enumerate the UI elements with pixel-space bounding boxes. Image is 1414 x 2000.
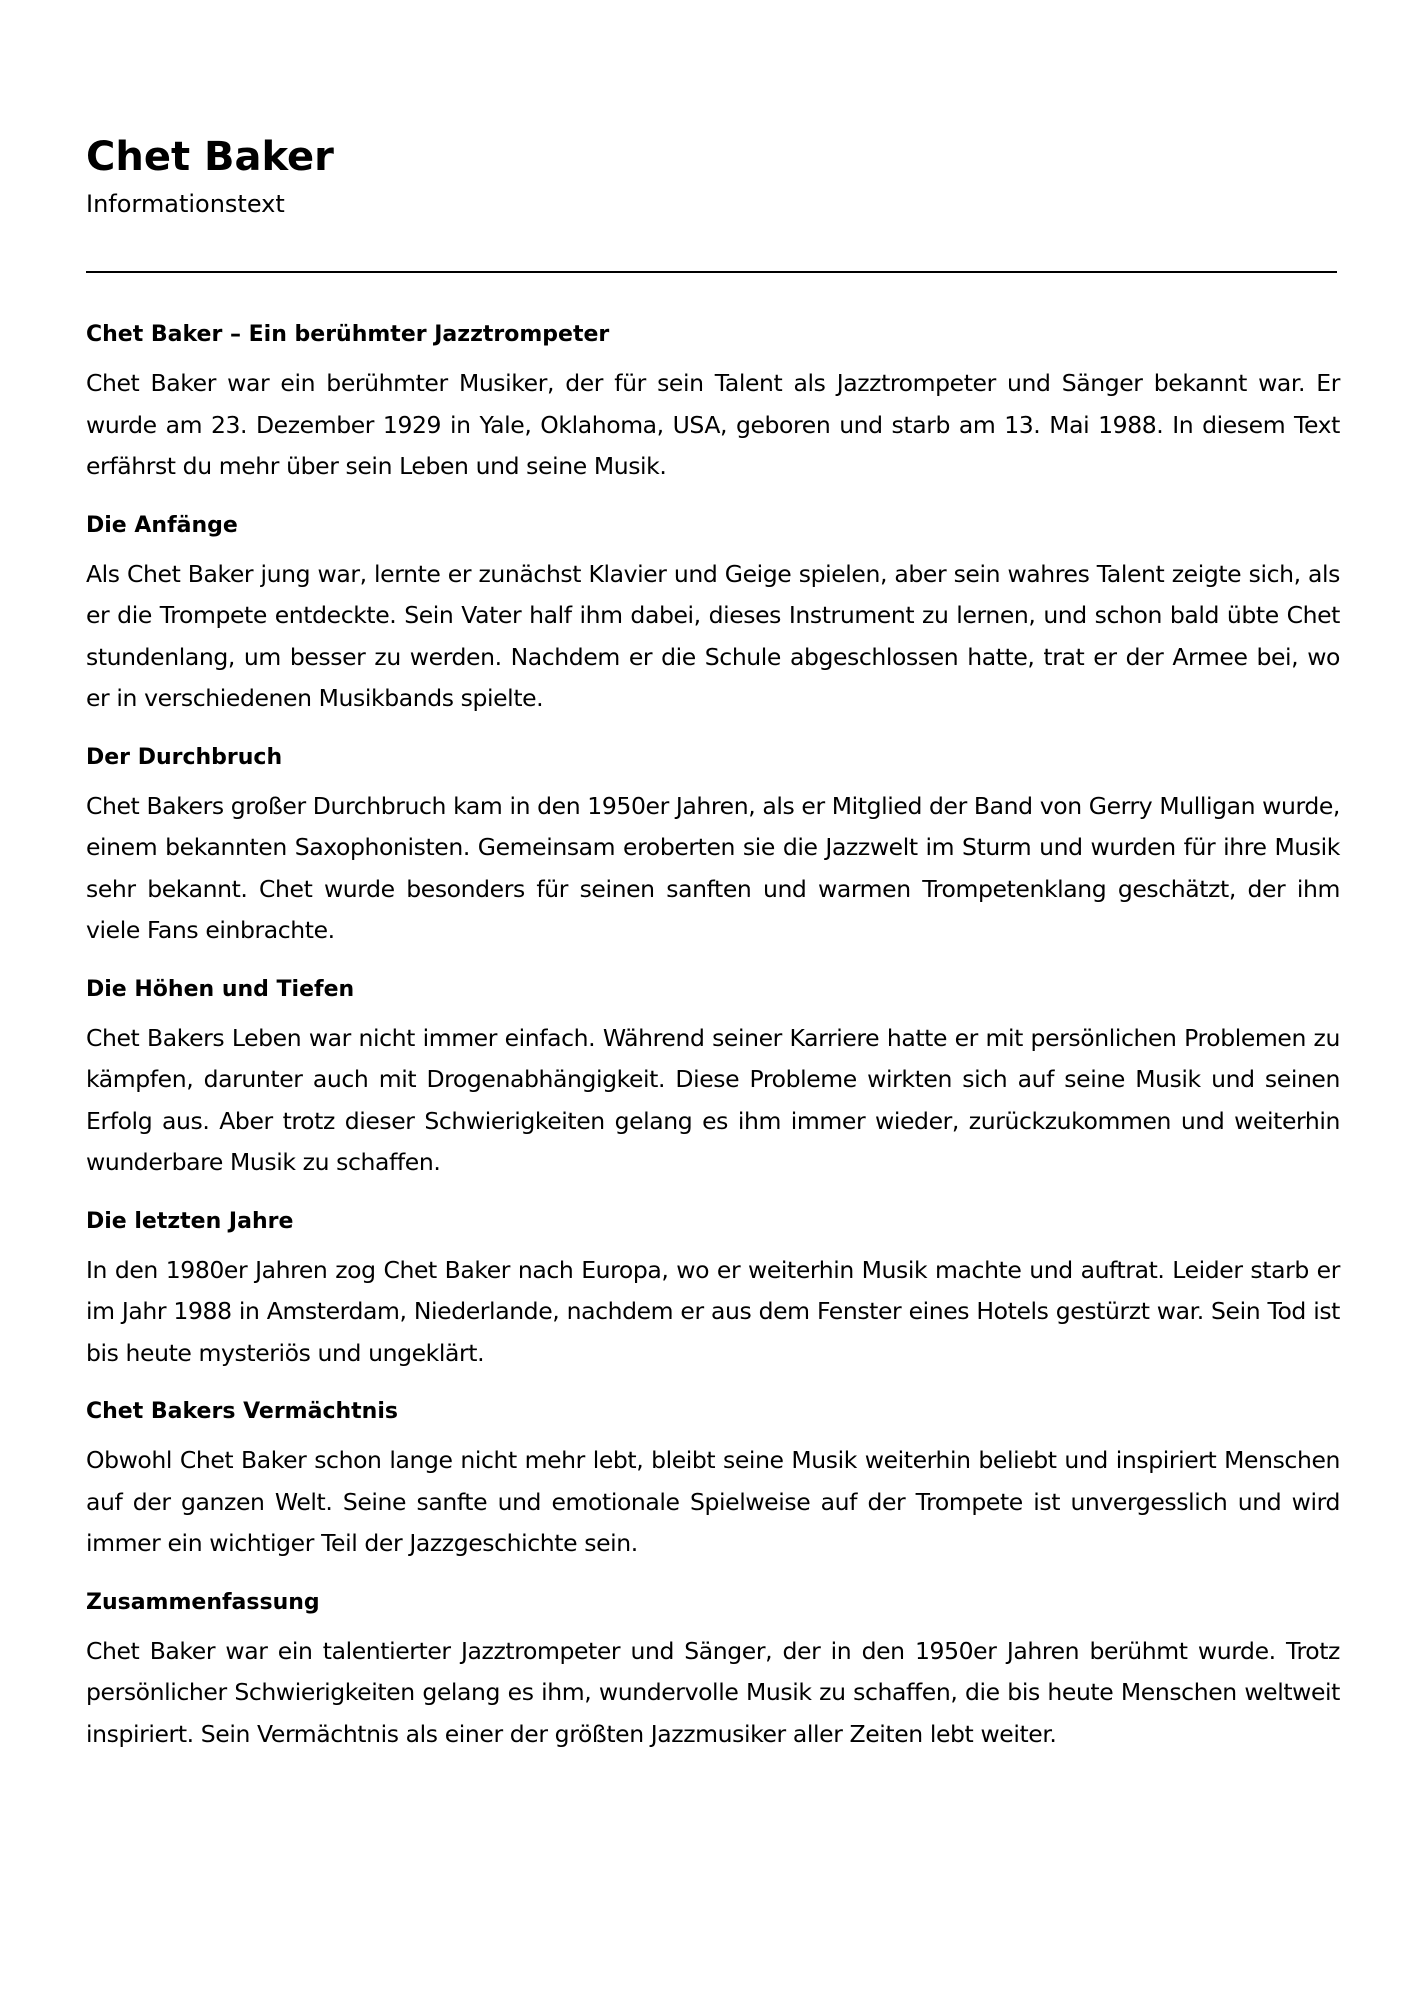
section-hoehen-tiefen [86, 970, 1340, 1184]
document-title: Chet Baker [86, 134, 334, 180]
section-paragraph: Als Chet Baker jung war, lernte er zunächst Klavier und Geige spielen, aber sein wahres Talent zeigte sich, als er die Trompete entdeckte. Sein Vater half ihm dabei, dieses Instrument zu lernen, und schon bald übte Chet stundenlang, um besser zu werden. Nachdem er die Schule abgeschlossen hatte, trat er der Armee bei, wo er in verschiedenen Musikbands spielte. [86, 559, 1340, 712]
document-body [86, 315, 1340, 1773]
section-vermaechtnis [86, 1392, 1340, 1565]
section-heading: Chet Baker – Ein berühmter Jazztrompeter [86, 322, 610, 347]
section-heading: Die Anfänge [86, 512, 238, 538]
section-paragraph: In den 1980er Jahren zog Chet Baker nach Europa, wo er weiterhin Musik machte und auftrat. Leider starb er im Jahr 1988 in Amsterdam, Niederlande, nachdem er aus dem Fenster eines Hotels gestürzt war. Sein Tod ist bis heute mysteriös und ungeklärt. [86, 1255, 1340, 1367]
section-heading: Zusammenfassung [86, 1589, 320, 1615]
section-heading: Der Durchbruch [86, 744, 283, 770]
section-durchbruch [86, 738, 1340, 952]
section-paragraph: Chet Baker war ein talentierter Jazztrompeter und Sänger, der in den 1950er Jahren berühmt wurde. Trotz persönlicher Schwierigkeiten gelang es ihm, wundervolle Musik zu schaffen, die bis heute Menschen weltweit inspiriert. Sein Vermächtnis als einer der größten Jazzmusiker aller Zeiten lebt weiter. [86, 1636, 1340, 1748]
section-letzte-jahre [86, 1202, 1340, 1375]
section-heading: Chet Bakers Vermächtnis [86, 1399, 398, 1424]
section-intro [86, 315, 1340, 488]
title-divider [86, 271, 1337, 273]
section-paragraph: Chet Bakers Leben war nicht immer einfach. Während seiner Karriere hatte er mit persönlichen Problemen zu kämpfen, darunter auch mit Drogenabhängigkeit. Diese Probleme wirkten sich auf seine Musik und seinen Erfolg aus. Aber trotz dieser Schwierigkeiten gelang es ihm immer wieder, zurückzukommen und weiterhin wunderbare Musik zu schaffen. [86, 1023, 1340, 1176]
section-heading: Die letzten Jahre [86, 1208, 294, 1234]
section-paragraph: Chet Bakers großer Durchbruch kam in den 1950er Jahren, als er Mitglied der Band von Gerry Mulligan wurde, einem bekannten Saxophonisten. Gemeinsam eroberten sie die Jazzwelt im Sturm und wurden für ihre Musik sehr bekannt. Chet wurde besonders für seinen sanften und warmen Trompetenklang geschätzt, der ihm viele Fans einbrachte. [86, 791, 1340, 944]
section-anfaenge [86, 506, 1340, 720]
section-paragraph: Obwohl Chet Baker schon lange nicht mehr lebt, bleibt seine Musik weiterhin beliebt und inspiriert Menschen auf der ganzen Welt. Seine sanfte und emotionale Spielweise auf der Trompete ist unvergesslich und wird immer ein wichtiger Teil der Jazzgeschichte sein. [86, 1446, 1340, 1557]
document-subtitle: Informationstext [86, 190, 285, 218]
section-paragraph: Chet Baker war ein berühmter Musiker, der für sein Talent als Jazztrompeter und Sänger bekannt war. Er wurde am 23. Dezember 1929 in Yale, Oklahoma, USA, geboren und starb am 13. Mai 1988. In diesem Text erfährst du mehr über sein Leben und seine Musik. [86, 369, 1340, 480]
section-zusammenfassung [86, 1583, 1340, 1756]
section-heading: Die Höhen und Tiefen [86, 976, 355, 1002]
